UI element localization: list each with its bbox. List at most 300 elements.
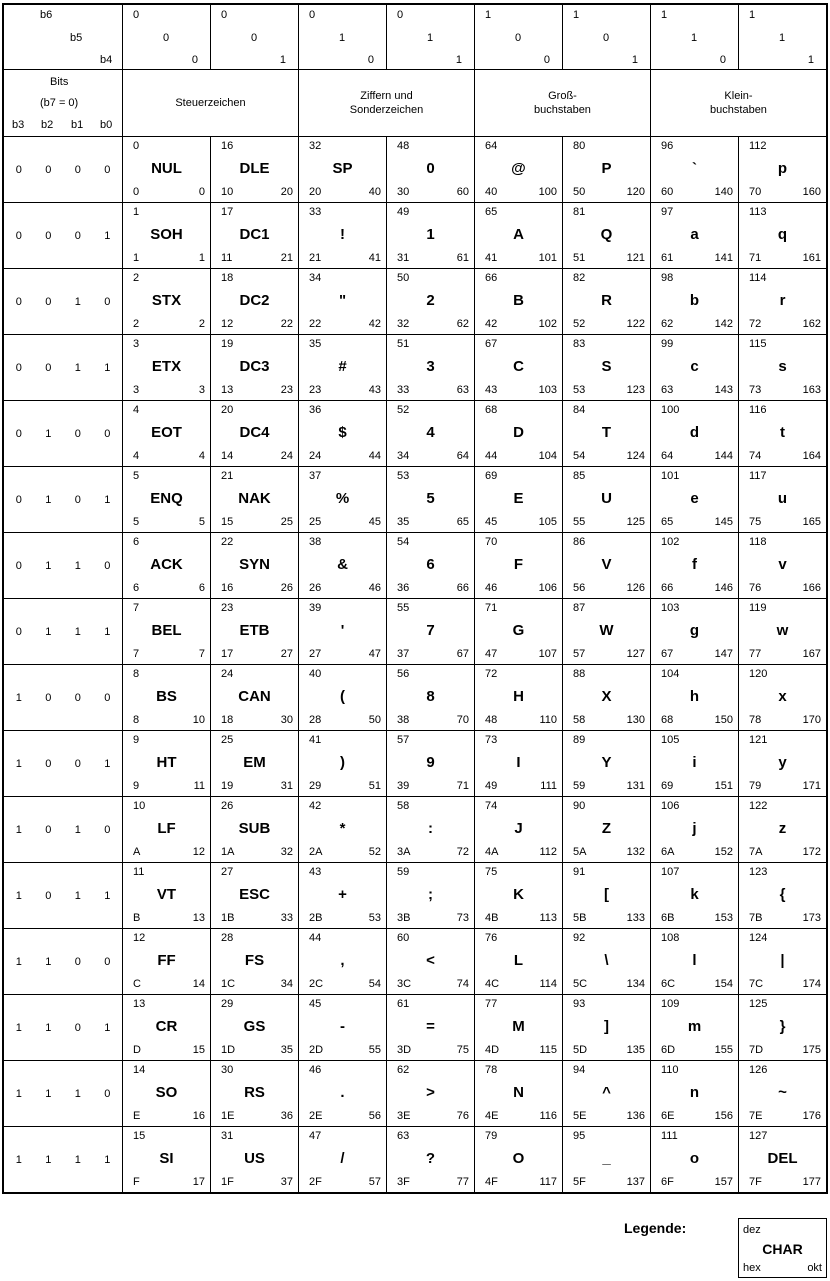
dec-value: 119	[749, 602, 767, 614]
char-cell	[211, 995, 299, 1061]
col-b5: 1	[339, 32, 346, 44]
row-bits	[3, 797, 123, 863]
char-value: EM	[243, 754, 266, 771]
hex-value: 60	[661, 186, 674, 198]
oct-value: 134	[626, 978, 645, 990]
bit-value: 0	[74, 1021, 81, 1034]
row-bits	[3, 401, 123, 467]
col-b5: 1	[427, 32, 434, 44]
oct-value: 15	[192, 1044, 205, 1056]
char-value: ;	[428, 886, 433, 903]
char-cell	[211, 533, 299, 599]
oct-value: 114	[539, 978, 557, 990]
col-b5: 0	[163, 32, 170, 44]
char-value: RS	[244, 1084, 265, 1101]
oct-value: 34	[280, 978, 293, 990]
oct-value: 40	[368, 186, 381, 198]
hex-value: 28	[309, 714, 322, 726]
oct-value: 22	[280, 318, 293, 330]
oct-value: 136	[626, 1110, 645, 1122]
char-value: 2	[426, 292, 435, 309]
oct-value: 173	[802, 912, 821, 924]
dec-value: 65	[485, 206, 498, 218]
oct-value: 66	[456, 582, 469, 594]
char-value: +	[338, 886, 347, 903]
oct-value: 63	[456, 384, 469, 396]
bit-value: 1	[74, 1087, 81, 1100]
char-cell	[211, 1127, 299, 1194]
dec-value: 124	[749, 932, 768, 944]
hex-value: 51	[573, 252, 586, 264]
hex-value: 1D	[221, 1044, 236, 1056]
group-header-1	[299, 70, 475, 137]
char-cell	[211, 335, 299, 401]
char-cell	[475, 863, 563, 929]
bit-value: 0	[74, 955, 81, 968]
dec-value: 81	[573, 206, 586, 218]
dec-value: 80	[573, 140, 586, 152]
hex-value: 45	[485, 516, 498, 528]
char-value: ACK	[150, 556, 183, 573]
dec-value: 125	[749, 998, 768, 1010]
char-cell	[299, 1127, 387, 1194]
dec-value: 20	[221, 404, 234, 416]
bit-value: 1	[104, 625, 111, 638]
char-cell	[739, 467, 828, 533]
oct-value: 65	[456, 516, 469, 528]
hex-value: 10	[221, 186, 234, 198]
oct-value: 175	[802, 1044, 821, 1056]
char-cell	[563, 665, 651, 731]
oct-value: 104	[538, 450, 557, 462]
char-value: ENQ	[150, 490, 183, 507]
char-cell	[211, 467, 299, 533]
oct-value: 0	[198, 186, 205, 198]
column-bits-3	[387, 4, 475, 70]
bit-value: 1	[104, 1021, 111, 1034]
char-cell	[651, 995, 739, 1061]
legend-dez: dez	[743, 1224, 761, 1236]
char-value: T	[601, 424, 612, 441]
oct-value: 165	[802, 516, 821, 528]
row-bits	[3, 665, 123, 731]
oct-value: 2	[198, 318, 205, 330]
dec-value: 66	[485, 272, 498, 284]
dec-value: 44	[309, 932, 322, 944]
char-cell	[739, 401, 828, 467]
hex-value: 43	[485, 384, 498, 396]
hex-value: 2A	[309, 846, 323, 858]
char-cell	[739, 533, 828, 599]
char-value: o	[689, 1150, 700, 1167]
char-cell	[387, 401, 475, 467]
char-cell	[563, 137, 651, 203]
hex-value: D	[133, 1044, 141, 1056]
char-value: G	[512, 622, 525, 639]
char-cell	[387, 137, 475, 203]
hex-value: 46	[485, 582, 498, 594]
group-header-3	[651, 70, 828, 137]
hex-value: 30	[397, 186, 410, 198]
bit-value: 1	[45, 955, 52, 968]
char-value: A	[513, 226, 524, 243]
char-value: SUB	[238, 820, 271, 837]
dec-value: 68	[485, 404, 498, 416]
char-value: SO	[155, 1084, 178, 1101]
dec-value: 48	[397, 140, 410, 152]
bit-value: 0	[74, 163, 81, 176]
row-bits	[3, 1061, 123, 1127]
hex-value: 49	[485, 780, 498, 792]
char-value: y	[778, 754, 787, 771]
char-cell	[387, 335, 475, 401]
dec-value: 59	[397, 866, 410, 878]
dec-value: 40	[309, 668, 322, 680]
char-cell	[475, 797, 563, 863]
hex-value: 4A	[485, 846, 499, 858]
oct-value: 55	[368, 1044, 381, 1056]
char-cell	[563, 401, 651, 467]
oct-value: 163	[802, 384, 821, 396]
column-bits-7	[739, 4, 828, 70]
bit-value: 0	[45, 691, 52, 704]
char-cell	[651, 863, 739, 929]
dec-value: 111	[661, 1130, 678, 1142]
char-cell	[299, 467, 387, 533]
oct-value: 46	[368, 582, 381, 594]
char-value: -	[340, 1018, 345, 1035]
hex-value: 68	[661, 714, 674, 726]
char-value: p	[777, 160, 788, 177]
char-value: EOT	[151, 424, 182, 441]
hex-value: 77	[749, 648, 762, 660]
oct-value: 124	[626, 450, 645, 462]
label-b4: b4	[100, 54, 113, 66]
char-value: $	[338, 424, 347, 441]
char-value: 7	[426, 622, 435, 639]
bit-value: 1	[104, 757, 111, 770]
dec-value: 35	[309, 338, 322, 350]
hex-value: 3A	[397, 846, 411, 858]
oct-value: 42	[368, 318, 381, 330]
char-value: DEL	[767, 1150, 798, 1167]
oct-value: 26	[280, 582, 293, 594]
hex-value: 53	[573, 384, 586, 396]
dec-value: 127	[749, 1130, 768, 1142]
dec-value: 86	[573, 536, 586, 548]
hex-value: 3E	[397, 1110, 411, 1122]
oct-value: 131	[626, 780, 645, 792]
hex-value: 4B	[485, 912, 499, 924]
bit-value: 0	[15, 427, 22, 440]
char-cell	[299, 797, 387, 863]
col-b4: 0	[543, 54, 550, 66]
char-value: "	[338, 292, 347, 309]
dec-value: 108	[661, 932, 680, 944]
bit-value: 0	[45, 295, 52, 308]
char-cell	[123, 929, 211, 995]
char-cell	[299, 335, 387, 401]
bit-value: 1	[74, 361, 81, 374]
dec-value: 101	[661, 470, 680, 482]
hex-value: A	[133, 846, 141, 858]
hex-value: 13	[221, 384, 234, 396]
hex-value: 5E	[573, 1110, 587, 1122]
char-value: ETX	[151, 358, 182, 375]
bit-value: 0	[15, 361, 22, 374]
label-bits: Bits	[50, 76, 69, 88]
hex-value: 6E	[661, 1110, 675, 1122]
bit-value: 0	[104, 691, 111, 704]
hex-value: 36	[397, 582, 410, 594]
char-value: l	[692, 952, 697, 969]
oct-value: 32	[280, 846, 293, 858]
bit-value: 1	[74, 295, 81, 308]
hex-value: 1E	[221, 1110, 235, 1122]
oct-value: 150	[714, 714, 733, 726]
char-cell	[123, 863, 211, 929]
char-value: C	[513, 358, 524, 375]
column-bits-2	[299, 4, 387, 70]
dec-value: 92	[573, 932, 586, 944]
char-cell	[651, 665, 739, 731]
hex-value: 26	[309, 582, 322, 594]
column-bits-4	[475, 4, 563, 70]
hex-value: 22	[309, 318, 322, 330]
char-value: LF	[157, 820, 176, 837]
char-value: DC2	[239, 292, 270, 309]
char-cell	[563, 269, 651, 335]
hex-value: 6A	[661, 846, 675, 858]
col-b5: 0	[515, 32, 522, 44]
char-value: '	[340, 622, 345, 639]
dec-value: 58	[397, 800, 410, 812]
col-b5: 0	[603, 32, 610, 44]
table-row	[3, 467, 827, 533]
char-value: SP	[332, 160, 353, 177]
dec-value: 26	[221, 800, 234, 812]
bit-value: 0	[15, 559, 22, 572]
dec-value: 0	[133, 140, 140, 152]
oct-value: 147	[714, 648, 733, 660]
oct-value: 171	[802, 780, 821, 792]
char-cell	[651, 401, 739, 467]
char-cell	[211, 599, 299, 665]
dec-value: 87	[573, 602, 586, 614]
oct-value: 74	[456, 978, 469, 990]
char-cell	[739, 731, 828, 797]
char-value: NAK	[238, 490, 271, 507]
char-value: j	[692, 820, 697, 837]
dec-value: 121	[749, 734, 768, 746]
char-cell	[475, 929, 563, 995]
oct-value: 166	[802, 582, 821, 594]
char-cell	[475, 335, 563, 401]
oct-value: 25	[280, 516, 293, 528]
dec-value: 114	[749, 272, 767, 284]
oct-value: 164	[802, 450, 821, 462]
col-b5: 1	[779, 32, 786, 44]
dec-value: 116	[749, 404, 767, 416]
dec-value: 113	[749, 206, 767, 218]
char-value: U	[601, 490, 612, 507]
char-cell	[299, 665, 387, 731]
char-cell	[387, 1061, 475, 1127]
char-value: W	[599, 622, 614, 639]
dec-value: 50	[397, 272, 410, 284]
char-cell	[123, 533, 211, 599]
col-b5: 0	[251, 32, 258, 44]
dec-value: 45	[309, 998, 322, 1010]
col-b6: 0	[309, 9, 316, 21]
bit-value: 1	[45, 427, 52, 440]
dec-value: 78	[485, 1064, 498, 1076]
dec-value: 56	[397, 668, 410, 680]
oct-value: 14	[192, 978, 205, 990]
hex-value: 12	[221, 318, 234, 330]
dec-value: 122	[749, 800, 768, 812]
char-value: X	[601, 688, 612, 705]
dec-value: 38	[309, 536, 322, 548]
char-cell	[651, 731, 739, 797]
hex-value: 4C	[485, 978, 500, 990]
char-value: H	[513, 688, 524, 705]
dec-value: 112	[749, 140, 767, 152]
char-value: DC4	[239, 424, 270, 441]
hex-value: 41	[485, 252, 498, 264]
char-value: BEL	[151, 622, 182, 639]
hex-value: 72	[749, 318, 762, 330]
char-cell	[651, 599, 739, 665]
dec-value: 11	[133, 866, 145, 878]
dec-value: 22	[221, 536, 234, 548]
dec-value: 43	[309, 866, 322, 878]
dec-value: 99	[661, 338, 674, 350]
char-value: `	[692, 160, 697, 177]
dec-value: 105	[661, 734, 680, 746]
dec-value: 52	[397, 404, 410, 416]
label-b5: b5	[70, 32, 83, 44]
char-cell	[123, 467, 211, 533]
col-b6: 1	[661, 9, 668, 21]
hex-value: 5	[133, 516, 140, 528]
oct-value: 76	[456, 1110, 469, 1122]
bit-value: 0	[104, 955, 111, 968]
dec-value: 54	[397, 536, 410, 548]
dec-value: 36	[309, 404, 322, 416]
dec-value: 90	[573, 800, 586, 812]
header-row-bits	[3, 4, 827, 70]
char-value: >	[426, 1084, 435, 1101]
char-cell	[387, 467, 475, 533]
hex-value: 17	[221, 648, 234, 660]
char-cell	[211, 665, 299, 731]
hex-value: 38	[397, 714, 410, 726]
oct-value: 115	[539, 1044, 557, 1056]
dec-value: 93	[573, 998, 586, 1010]
hex-value: 57	[573, 648, 586, 660]
char-value: CAN	[238, 688, 271, 705]
hex-value: 42	[485, 318, 498, 330]
bit-value: 1	[45, 559, 52, 572]
hex-value: 7F	[749, 1176, 762, 1188]
group-line1: Groß-	[548, 90, 577, 102]
char-cell	[739, 1061, 828, 1127]
dec-value: 63	[397, 1130, 410, 1142]
char-cell	[211, 863, 299, 929]
bit-value: 1	[74, 625, 81, 638]
label-b6: b6	[40, 9, 53, 21]
char-value: #	[338, 358, 347, 375]
char-value: u	[777, 490, 788, 507]
table-row	[3, 929, 827, 995]
oct-value: 77	[456, 1176, 469, 1188]
hex-value: 64	[661, 450, 674, 462]
hex-value: C	[133, 978, 141, 990]
dec-value: 74	[485, 800, 498, 812]
char-cell	[739, 203, 828, 269]
oct-value: 75	[456, 1044, 469, 1056]
oct-value: 117	[539, 1176, 557, 1188]
oct-value: 143	[714, 384, 733, 396]
col-b6: 0	[397, 9, 404, 21]
hex-value: 33	[397, 384, 410, 396]
char-cell	[475, 203, 563, 269]
char-value: E	[513, 490, 524, 507]
dec-value: 107	[661, 866, 680, 878]
oct-value: 47	[368, 648, 381, 660]
hex-value: B	[133, 912, 141, 924]
oct-value: 120	[626, 186, 645, 198]
dec-value: 55	[397, 602, 410, 614]
dec-value: 27	[221, 866, 234, 878]
col-b6: 1	[485, 9, 492, 21]
dec-value: 72	[485, 668, 498, 680]
char-value: [	[604, 886, 609, 903]
char-value: FF	[157, 952, 176, 969]
dec-value: 104	[661, 668, 680, 680]
hex-value: 6D	[661, 1044, 676, 1056]
oct-value: 105	[538, 516, 557, 528]
char-cell	[387, 533, 475, 599]
label-b2: b2	[41, 119, 54, 131]
hex-value: 5B	[573, 912, 587, 924]
col-b4: 0	[367, 54, 374, 66]
char-cell	[387, 929, 475, 995]
hex-value: F	[133, 1176, 140, 1188]
hex-value: 79	[749, 780, 762, 792]
col-b6: 0	[221, 9, 228, 21]
oct-value: 20	[280, 186, 293, 198]
char-value: <	[426, 952, 435, 969]
col-b5: 1	[691, 32, 698, 44]
char-cell	[123, 995, 211, 1061]
dec-value: 62	[397, 1064, 410, 1076]
group-line2: buchstaben	[534, 104, 591, 116]
char-cell	[563, 533, 651, 599]
hex-value: 9	[133, 780, 140, 792]
dec-value: 16	[221, 140, 234, 152]
oct-value: 67	[456, 648, 469, 660]
dec-value: 51	[397, 338, 410, 350]
column-bits-6	[651, 4, 739, 70]
char-cell	[387, 863, 475, 929]
dec-value: 24	[221, 668, 234, 680]
hex-value: 4F	[485, 1176, 498, 1188]
label-b1: b1	[71, 119, 84, 131]
hex-value: 6F	[661, 1176, 674, 1188]
hex-value: 1B	[221, 912, 235, 924]
